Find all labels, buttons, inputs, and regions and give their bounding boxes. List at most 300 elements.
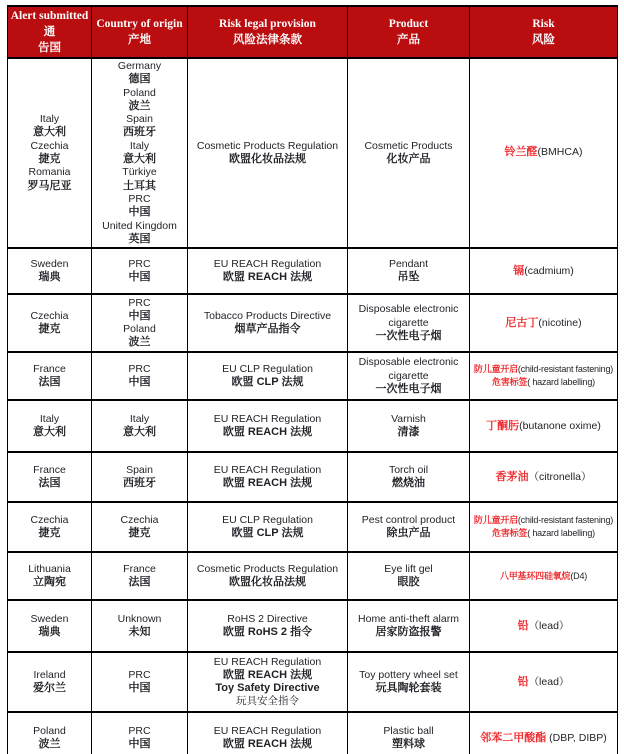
cell-line — [350, 682, 467, 695]
cell-text: 瑞典 — [38, 626, 61, 639]
cell-text: 法国 — [128, 576, 151, 589]
table-row — [8, 502, 618, 552]
cell-line — [10, 725, 89, 738]
cell-line — [94, 464, 185, 477]
cell-line — [94, 297, 185, 310]
header-line: 告国 — [38, 42, 61, 54]
cell-text: Italy — [129, 412, 150, 425]
cell-line — [10, 477, 89, 490]
cell-line — [10, 323, 89, 336]
table-row — [8, 58, 618, 248]
cell-line — [472, 514, 615, 527]
cell-line — [94, 166, 185, 179]
cell-text: 中国 — [128, 738, 151, 751]
cell-alert-country — [8, 552, 92, 600]
cell-text: 居家防盗报警 — [375, 626, 442, 639]
cell-line — [472, 317, 615, 330]
header-line: 产品 — [397, 34, 420, 46]
cell-text: Disposable electronic — [358, 303, 459, 316]
cell-alert-country — [8, 452, 92, 502]
cell-risk — [470, 452, 618, 502]
cell-line — [10, 166, 89, 179]
cell-text: (nicotine) — [538, 316, 582, 329]
cell-line — [190, 363, 345, 376]
header-line: 风险 — [532, 34, 555, 46]
cell-text: 玩具陶轮套装 — [375, 682, 442, 695]
cell-product — [348, 294, 470, 352]
cell-text: France — [33, 463, 66, 476]
risk-substance-text: 丁酮肟 — [486, 419, 520, 432]
cell-line — [94, 376, 185, 389]
cell-line — [10, 527, 89, 540]
cell-line — [94, 153, 185, 166]
cell-line — [350, 477, 467, 490]
risk-substance-text: 铃兰醛 — [504, 146, 538, 159]
cell-line — [94, 477, 185, 490]
cell-text: 德国 — [128, 73, 151, 86]
cell-line — [190, 310, 345, 323]
cell-text: Varnish — [391, 412, 426, 425]
cell-line — [190, 725, 345, 738]
cell-alert-country — [8, 248, 92, 294]
cell-line — [472, 265, 615, 278]
header-line: 风险法律条款 — [233, 34, 302, 46]
cell-text: PRC — [128, 296, 151, 309]
product-alerts-table — [7, 5, 618, 754]
cell-line — [10, 413, 89, 426]
cell-text: 中国 — [128, 376, 151, 389]
cell-line — [94, 180, 185, 193]
cell-origin-country — [92, 58, 188, 248]
cell-text: 瑞典 — [38, 271, 61, 284]
cell-line — [94, 271, 185, 284]
cell-line — [10, 140, 89, 153]
cell-line — [94, 682, 185, 695]
cell-origin-country — [92, 502, 188, 552]
cell-text: 欧盟化妆品法规 — [229, 576, 306, 589]
cell-line — [10, 153, 89, 166]
cell-text: cigarette — [388, 316, 429, 329]
cell-text: 意大利 — [33, 426, 66, 439]
header-cell-origin-country — [92, 6, 188, 58]
cell-line — [190, 527, 345, 540]
cell-line — [190, 140, 345, 153]
cell-text: PRC — [128, 192, 151, 205]
header-cell-legal-provision — [188, 6, 348, 58]
cell-text: PRC — [128, 362, 151, 375]
cell-text: 意大利 — [33, 126, 66, 139]
cell-product — [348, 452, 470, 502]
cell-text: (D4) — [570, 570, 588, 581]
risk-substance-text: 危害标签 — [492, 377, 528, 388]
risk-substance-text: 尼古丁 — [505, 316, 539, 329]
cell-line — [94, 363, 185, 376]
cell-line — [10, 576, 89, 589]
cell-text: 中国 — [128, 271, 151, 284]
risk-substance-text: 铅 — [517, 675, 529, 688]
table-row — [8, 452, 618, 502]
cell-text: Tobacco Products Directive — [203, 309, 332, 322]
cell-text: 西班牙 — [123, 477, 156, 490]
risk-substance-text: 邻苯二甲酸酯 — [480, 731, 547, 744]
cell-line — [94, 113, 185, 126]
cell-line — [10, 271, 89, 284]
cell-line — [94, 669, 185, 682]
cell-product — [348, 600, 470, 652]
cell-line — [190, 626, 345, 639]
cell-text: Torch oil — [388, 463, 429, 476]
cell-text: EU REACH Regulation — [213, 724, 322, 737]
cell-text: EU CLP Regulation — [222, 513, 313, 526]
header-cell-alert-country — [8, 6, 92, 58]
cell-text: 中国 — [128, 309, 151, 322]
cell-line — [94, 576, 185, 589]
cell-text: 除虫产品 — [386, 527, 431, 540]
cell-line — [10, 738, 89, 751]
header-row — [8, 6, 618, 58]
cell-line — [10, 126, 89, 139]
cell-legal-provision — [188, 58, 348, 248]
cell-text: 眼胶 — [397, 576, 420, 589]
cell-text: 塑料球 — [392, 738, 425, 751]
cell-text: EU REACH Regulation — [213, 257, 322, 270]
cell-product — [348, 712, 470, 754]
cell-line — [350, 303, 467, 316]
cell-line — [190, 323, 345, 336]
cell-text: ( hazard labelling) — [527, 377, 595, 388]
cell-text: 法国 — [38, 376, 61, 389]
cell-text: (child-resistant fastening) — [517, 363, 614, 374]
cell-legal-provision — [188, 294, 348, 352]
cell-product — [348, 552, 470, 600]
cell-origin-country — [92, 552, 188, 600]
cell-risk — [470, 652, 618, 712]
cell-legal-provision — [188, 600, 348, 652]
cell-legal-provision — [188, 552, 348, 600]
cell-line — [94, 310, 185, 323]
cell-text: PRC — [128, 724, 151, 737]
cell-text: 意大利 — [123, 153, 156, 166]
cell-line — [10, 310, 89, 323]
cell-line — [94, 426, 185, 439]
cell-text: Sweden — [30, 257, 69, 270]
cell-text: Germany — [117, 60, 162, 72]
cell-line — [472, 570, 615, 583]
cell-line — [350, 576, 467, 589]
cell-origin-country — [92, 452, 188, 502]
cell-text: France — [33, 362, 66, 375]
cell-text: 捷克 — [38, 323, 61, 336]
cell-text: 欧盟化妆品法规 — [229, 153, 306, 166]
cell-line — [190, 695, 345, 708]
cell-line — [350, 153, 467, 166]
cell-text: EU REACH Regulation — [213, 655, 322, 668]
cell-alert-country — [8, 294, 92, 352]
cell-line — [472, 620, 615, 633]
cell-text: 一次性电子烟 — [375, 382, 442, 395]
cell-legal-provision — [188, 452, 348, 502]
cell-line — [472, 420, 615, 433]
cell-line — [350, 613, 467, 626]
cell-text: (BMHCA) — [537, 146, 583, 159]
cell-text: （lead） — [528, 619, 570, 632]
cell-text: (DBP, DIBP) — [546, 731, 607, 744]
cell-line — [190, 464, 345, 477]
cell-text: 中国 — [128, 206, 151, 219]
cell-text: 欧盟 REACH 法规 — [222, 271, 313, 284]
header-line: 产地 — [128, 34, 151, 46]
cell-line — [190, 477, 345, 490]
cell-product — [348, 502, 470, 552]
cell-text: Czechia — [30, 139, 69, 152]
cell-risk — [470, 294, 618, 352]
cell-text: 欧盟 CLP 法规 — [231, 376, 304, 389]
cell-product — [348, 352, 470, 400]
cell-risk — [470, 552, 618, 600]
cell-text: (child-resistant fastening) — [517, 514, 614, 525]
risk-substance-text: 防儿童开启 — [473, 514, 518, 525]
cell-text: RoHS 2 Directive — [227, 612, 308, 625]
cell-text: 欧盟 REACH 法规 — [222, 477, 313, 490]
cell-line — [94, 73, 185, 86]
cell-text: 捷克 — [38, 527, 61, 540]
cell-line — [190, 514, 345, 527]
cell-text: Cosmetic Products Regulation — [196, 562, 339, 575]
cell-line — [94, 126, 185, 139]
cell-text: Lithuania — [28, 562, 71, 575]
cell-line — [10, 363, 89, 376]
cell-origin-country — [92, 652, 188, 712]
cell-text: EU CLP Regulation — [222, 362, 313, 375]
cell-text: Cosmetic Products Regulation — [196, 139, 339, 152]
cell-line — [350, 356, 467, 369]
cell-legal-provision — [188, 652, 348, 712]
cell-text: EU REACH Regulation — [213, 412, 322, 425]
header-line: Risk legal provision — [219, 18, 316, 30]
header-line: Risk — [532, 18, 555, 30]
cell-text: Poland — [33, 724, 66, 737]
cell-alert-country — [8, 400, 92, 452]
cell-text: Italy — [129, 139, 150, 152]
cell-alert-country — [8, 58, 92, 248]
cell-text: 法国 — [38, 477, 61, 490]
cell-text: Czechia — [30, 309, 69, 322]
risk-substance-text: 防儿童开启 — [473, 363, 518, 374]
cell-line — [472, 146, 615, 159]
cell-line — [472, 471, 615, 484]
cell-line — [94, 206, 185, 219]
cell-line — [350, 563, 467, 576]
cell-alert-country — [8, 352, 92, 400]
cell-text: 土耳其 — [123, 179, 156, 192]
cell-alert-country — [8, 600, 92, 652]
cell-line — [350, 725, 467, 738]
cell-line — [350, 370, 467, 383]
cell-product — [348, 58, 470, 248]
cell-legal-provision — [188, 502, 348, 552]
cell-risk — [470, 502, 618, 552]
cell-text: 捷克 — [38, 153, 61, 166]
cell-text: 波兰 — [38, 738, 61, 751]
cell-line — [94, 336, 185, 349]
cell-text: Czechia — [30, 513, 69, 526]
cell-text: 罗马尼亚 — [27, 179, 72, 192]
cell-text: 清漆 — [397, 426, 420, 439]
cell-text: 欧盟 REACH 法规 — [222, 426, 313, 439]
cell-text: Romania — [28, 166, 71, 179]
cell-text: 燃烧油 — [392, 477, 425, 490]
cell-text: 欧盟 CLP 法规 — [231, 527, 304, 540]
cell-line — [190, 271, 345, 284]
cell-line — [350, 317, 467, 330]
risk-substance-text: 危害标签 — [492, 528, 528, 539]
cell-text: Toy Safety Directive — [215, 682, 320, 695]
cell-line — [350, 140, 467, 153]
cell-line — [190, 682, 345, 695]
cell-legal-provision — [188, 400, 348, 452]
cell-line — [94, 323, 185, 336]
cell-line — [472, 732, 615, 745]
cell-risk — [470, 712, 618, 754]
cell-text: Pest control product — [361, 513, 456, 526]
cell-text: （lead） — [528, 675, 570, 688]
table-row — [8, 352, 618, 400]
cell-legal-provision — [188, 248, 348, 294]
cell-alert-country — [8, 712, 92, 754]
cell-origin-country — [92, 248, 188, 294]
cell-text: 烟草产品指令 — [234, 323, 301, 336]
cell-line — [10, 426, 89, 439]
table-row — [8, 552, 618, 600]
header-line: Country of origin — [96, 18, 183, 30]
cell-line — [94, 60, 185, 73]
cell-line — [94, 613, 185, 626]
cell-product — [348, 652, 470, 712]
cell-line — [94, 258, 185, 271]
cell-line — [190, 576, 345, 589]
cell-line — [190, 738, 345, 751]
cell-text: Pendant — [388, 257, 429, 270]
cell-text: Eye lift gel — [384, 562, 433, 575]
cell-line — [10, 180, 89, 193]
cell-risk — [470, 400, 618, 452]
cell-line — [190, 153, 345, 166]
cell-text: 吊坠 — [397, 271, 420, 284]
cell-text: Poland — [123, 86, 156, 99]
cell-line — [190, 613, 345, 626]
cell-product — [348, 400, 470, 452]
cell-text: 未知 — [128, 626, 151, 639]
cell-text: 玩具安全指令 — [236, 695, 299, 708]
cell-line — [350, 330, 467, 343]
cell-text: PRC — [128, 257, 151, 270]
cell-legal-provision — [188, 712, 348, 754]
cell-line — [472, 527, 615, 540]
cell-risk — [470, 600, 618, 652]
cell-line — [190, 258, 345, 271]
cell-line — [350, 383, 467, 396]
cell-line — [350, 669, 467, 682]
cell-line — [350, 514, 467, 527]
cell-line — [10, 563, 89, 576]
cell-line — [472, 376, 615, 389]
cell-line — [94, 193, 185, 206]
cell-text: 立陶宛 — [33, 576, 66, 589]
cell-text: 意大利 — [123, 426, 156, 439]
cell-line — [94, 220, 185, 233]
cell-text: Home anti-theft alarm — [358, 612, 459, 625]
risk-substance-text: 铅 — [517, 619, 529, 632]
cell-line — [10, 613, 89, 626]
cell-line — [350, 464, 467, 477]
cell-text: (cadmium) — [524, 264, 574, 277]
header-cell-risk — [470, 6, 618, 58]
cell-text: Spain — [126, 113, 153, 126]
cell-line — [94, 725, 185, 738]
header-cell-product — [348, 6, 470, 58]
cell-text: 波兰 — [128, 336, 151, 349]
cell-line — [350, 527, 467, 540]
cell-text: Ireland — [33, 668, 66, 681]
header-line: Alert submitted 通 — [10, 10, 89, 38]
cell-risk — [470, 248, 618, 294]
cell-line — [190, 669, 345, 682]
cell-legal-provision — [188, 352, 348, 400]
cell-text: Türkiye — [122, 166, 157, 179]
cell-text: EU REACH Regulation — [213, 463, 322, 476]
cell-text: 捷克 — [128, 527, 151, 540]
cell-line — [472, 676, 615, 689]
cell-text: Sweden — [30, 612, 69, 625]
cell-text: 波兰 — [128, 99, 151, 112]
cell-text: 一次性电子烟 — [375, 329, 442, 342]
cell-text: Disposable electronic — [358, 356, 459, 369]
cell-line — [350, 413, 467, 426]
cell-line — [350, 271, 467, 284]
cell-text: Toy pottery wheel set — [359, 668, 458, 681]
cell-text: 英国 — [128, 232, 151, 245]
risk-substance-text: 八甲基环四硅氧烷 — [499, 570, 571, 581]
cell-text: 欧盟 REACH 法规 — [222, 738, 313, 751]
cell-line — [190, 376, 345, 389]
cell-line — [350, 426, 467, 439]
cell-product — [348, 248, 470, 294]
cell-line — [350, 738, 467, 751]
cell-text: ( hazard labelling) — [527, 528, 595, 539]
cell-text: 西班牙 — [123, 126, 156, 139]
cell-line — [10, 376, 89, 389]
table-row — [8, 712, 618, 754]
cell-text: 化妆产品 — [386, 153, 431, 166]
cell-line — [94, 100, 185, 113]
cell-text: Czechia — [120, 513, 159, 526]
cell-text: (butanone oxime) — [519, 419, 601, 432]
cell-line — [350, 258, 467, 271]
cell-text: Spain — [126, 463, 153, 476]
cell-line — [94, 527, 185, 540]
cell-line — [10, 113, 89, 126]
cell-line — [190, 413, 345, 426]
table-row — [8, 652, 618, 712]
cell-line — [10, 258, 89, 271]
cell-line — [10, 682, 89, 695]
cell-line — [190, 426, 345, 439]
cell-text: 欧盟 REACH 法规 — [222, 668, 313, 681]
cell-text: PRC — [128, 668, 151, 681]
table-row — [8, 600, 618, 652]
table-row — [8, 294, 618, 352]
cell-line — [94, 738, 185, 751]
